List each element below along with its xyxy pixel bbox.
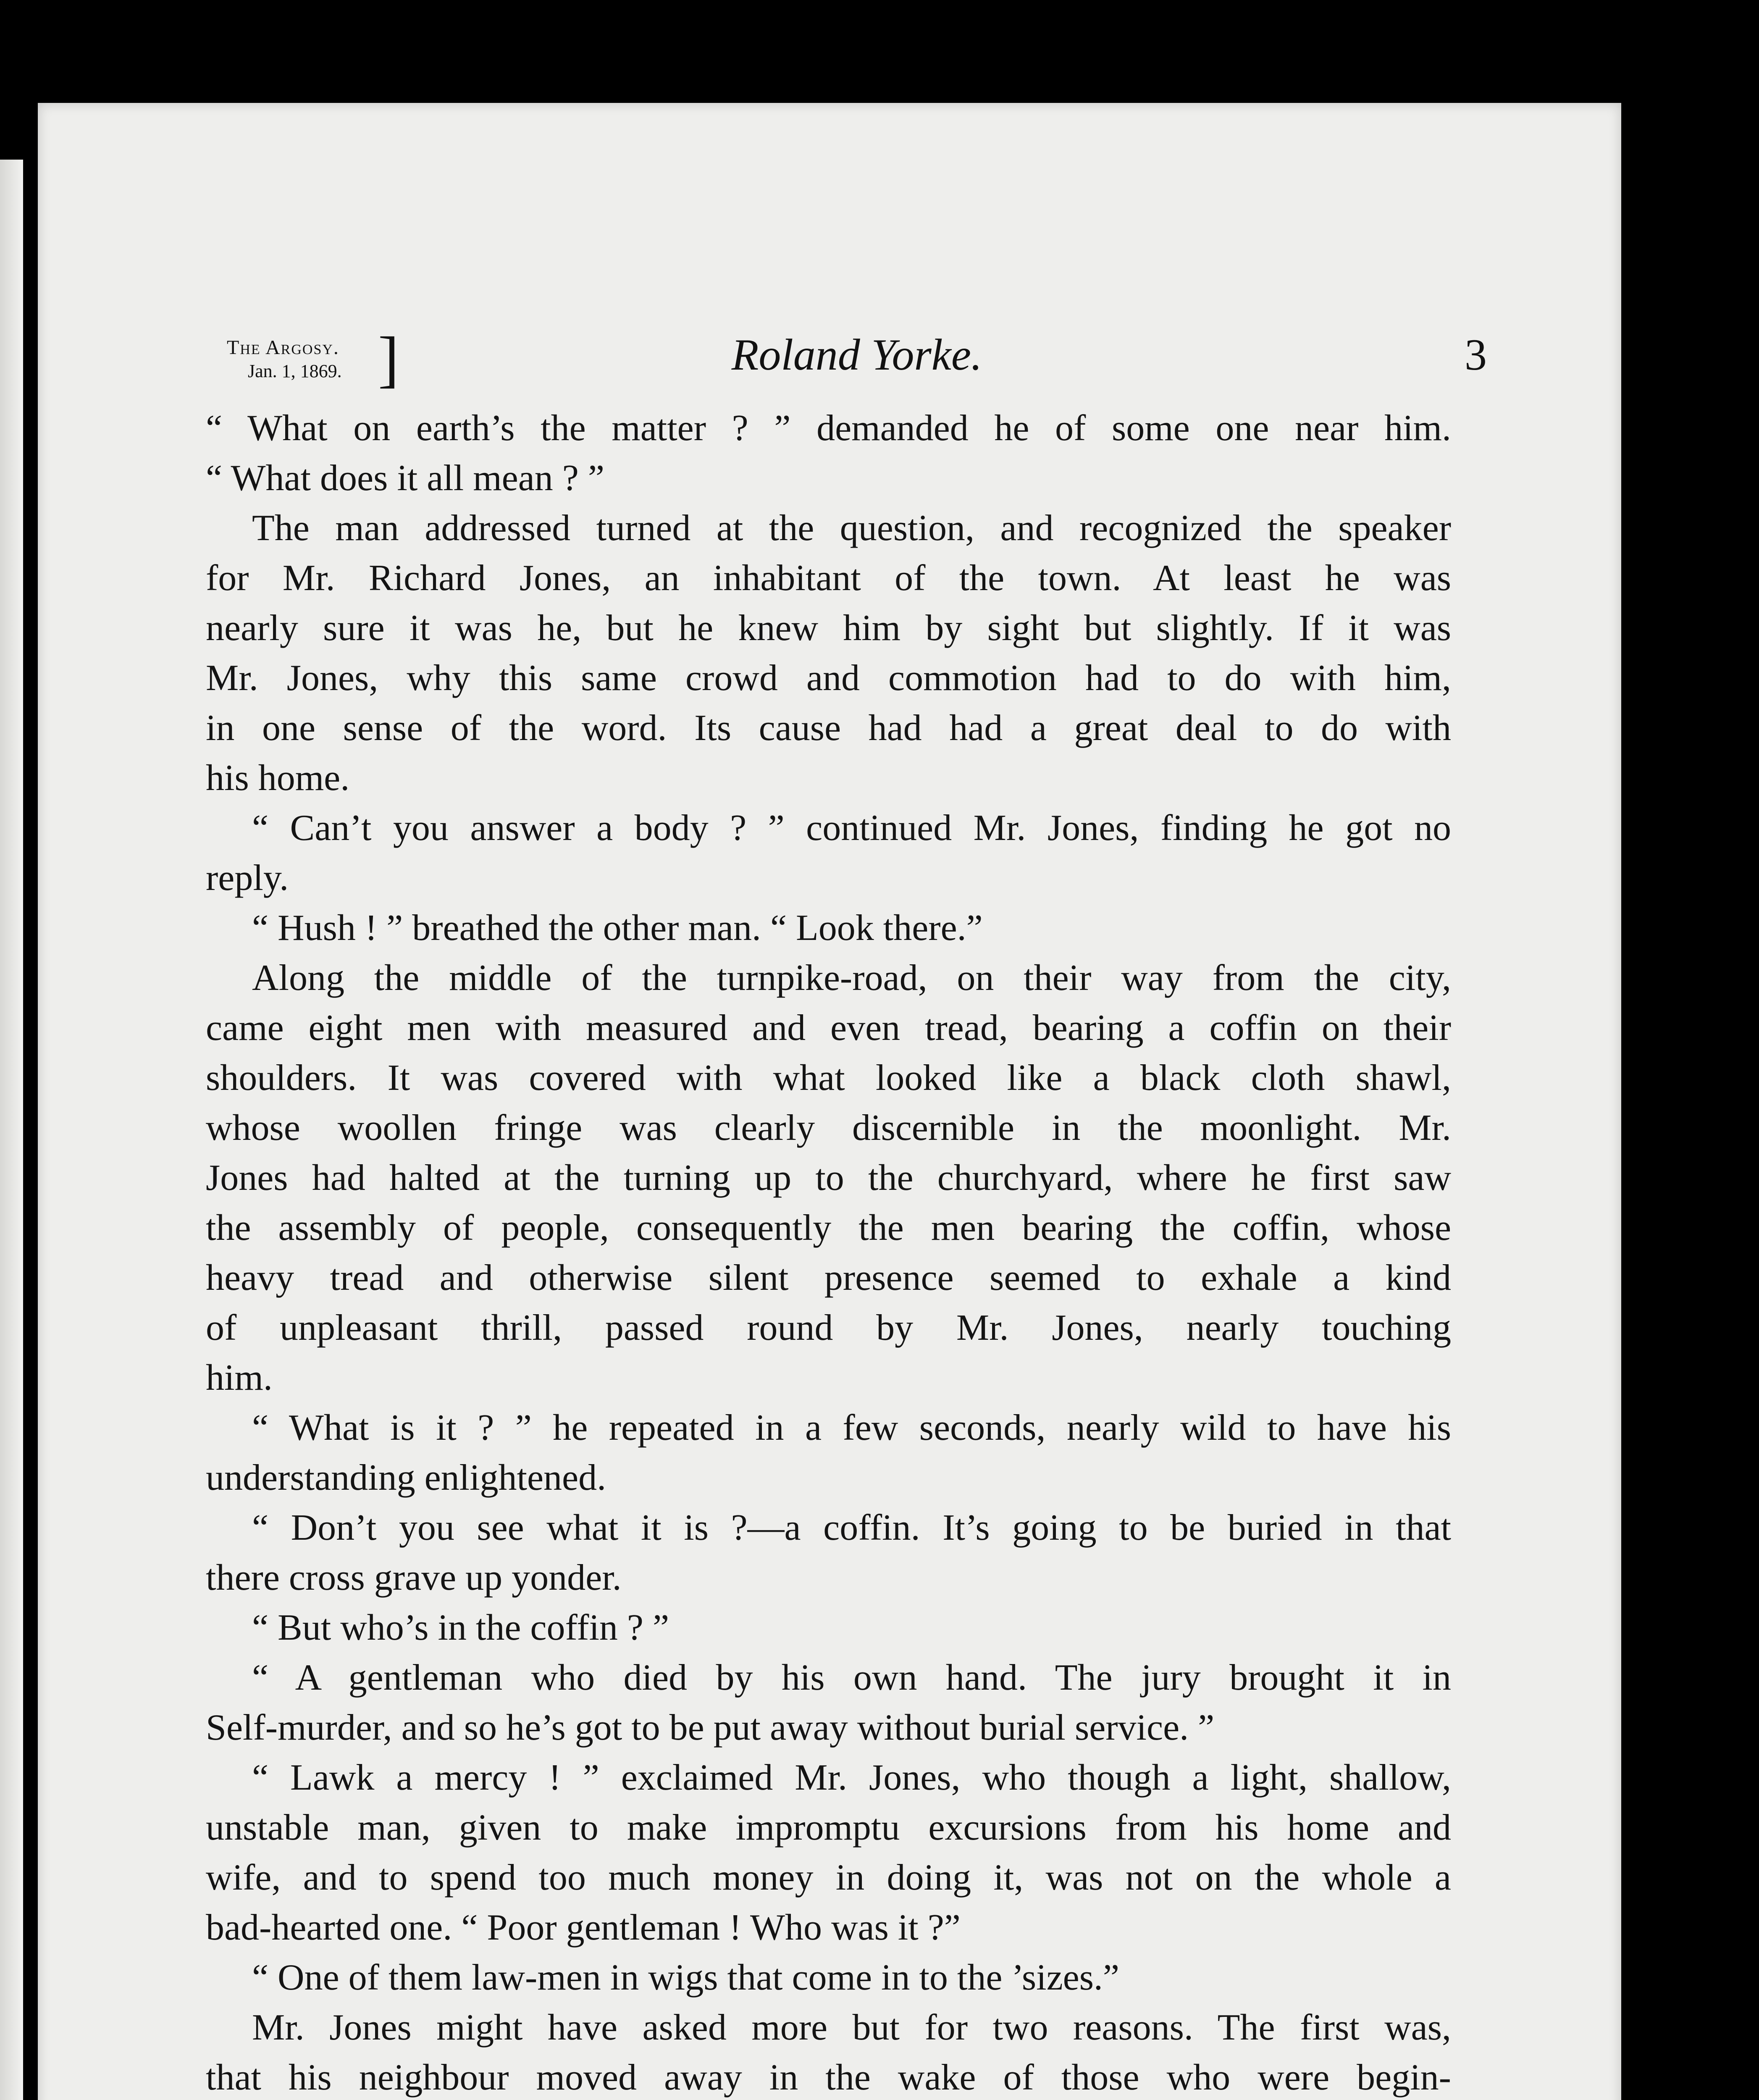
- text-line: “ What on earth’s the matter ? ” demanded he of some one near him.: [206, 408, 1451, 449]
- text-line: Jones had halted at the turning up to the churchyard, where he first saw: [206, 1158, 1451, 1198]
- text-line: understanding enlightened.: [206, 1457, 606, 1498]
- text-line: that his neighbour moved away in the wake of those who were begin-: [206, 2057, 1451, 2098]
- issue-date: Jan. 1, 1869.: [248, 361, 342, 381]
- text-line: Mr. Jones might have asked more but for two reasons. The first was,: [252, 2007, 1451, 2048]
- text-line: him.: [206, 1357, 273, 1398]
- text-line: unstable man, given to make impromptu excursions from his home and: [206, 1807, 1451, 1848]
- text-line: Self-murder, and so he’s got to be put away without burial service. ”: [206, 1707, 1215, 1748]
- text-line: “ Don’t you see what it is ?—a coffin. It’s going to be buried in that: [252, 1507, 1451, 1548]
- text-line: there cross grave up yonder.: [206, 1557, 622, 1598]
- header-bracket: ]: [378, 324, 399, 394]
- text-line: wife, and to spend too much money in doing it, was not on the whole a: [206, 1857, 1451, 1898]
- text-line: “ Can’t you answer a body ? ” continued Mr. Jones, finding he got no: [252, 808, 1451, 848]
- text-line: “ One of them law-men in wigs that come in to the ’sizes.”: [252, 1957, 1119, 1998]
- text-line: nearly sure it was he, but he knew him by sight but slightly. If it was: [206, 608, 1451, 648]
- text-line: The man addressed turned at the question, and recognized the speaker: [252, 508, 1451, 549]
- text-line: shoulders. It was covered with what looked like a black cloth shawl,: [206, 1058, 1451, 1098]
- text-line: bad-hearted one. “ Poor gentleman ! Who was it ?”: [206, 1907, 961, 1948]
- text-line: reply.: [206, 858, 289, 898]
- text-line: for Mr. Richard Jones, an inhabitant of the town. At least he was: [206, 558, 1451, 598]
- text-line: heavy tread and otherwise silent presence seemed to exhale a kind: [206, 1257, 1451, 1298]
- text-line: “ Hush ! ” breathed the other man. “ Look there.”: [252, 908, 983, 948]
- text-line: “ But who’s in the coffin ? ”: [252, 1607, 669, 1648]
- running-title: Roland Yorke.: [731, 330, 982, 379]
- text-line: of unpleasant thrill, passed round by Mr. Jones, nearly touching: [206, 1307, 1451, 1348]
- text-line: the assembly of people, consequently the men bearing the coffin, whose: [206, 1208, 1451, 1248]
- magazine-name: The Argosy.: [227, 336, 339, 359]
- page-number: 3: [1465, 330, 1487, 379]
- text-line: Along the middle of the turnpike-road, on their way from the city,: [252, 958, 1451, 998]
- text-line: “ Lawk a mercy ! ” exclaimed Mr. Jones, who though a light, shallow,: [252, 1757, 1451, 1798]
- text-line: whose woollen fringe was clearly discernible in the moonlight. Mr.: [206, 1108, 1451, 1148]
- text-line: Mr. Jones, why this same crowd and commotion had to do with him,: [206, 658, 1451, 698]
- text-line: came eight men with measured and even tread, bearing a coffin on their: [206, 1008, 1451, 1048]
- text-line: his home.: [206, 758, 350, 798]
- facing-page-edge: [0, 160, 23, 2100]
- body-text: [206, 403, 1451, 2100]
- text-line: “ What does it all mean ? ”: [206, 458, 604, 499]
- text-line: “ What is it ? ” he repeated in a few seconds, nearly wild to have his: [252, 1407, 1451, 1448]
- text-line: in one sense of the word. Its cause had had a great deal to do with: [206, 708, 1451, 748]
- text-line: “ A gentleman who died by his own hand. The jury brought it in: [252, 1657, 1451, 1698]
- running-header: [227, 324, 1487, 395]
